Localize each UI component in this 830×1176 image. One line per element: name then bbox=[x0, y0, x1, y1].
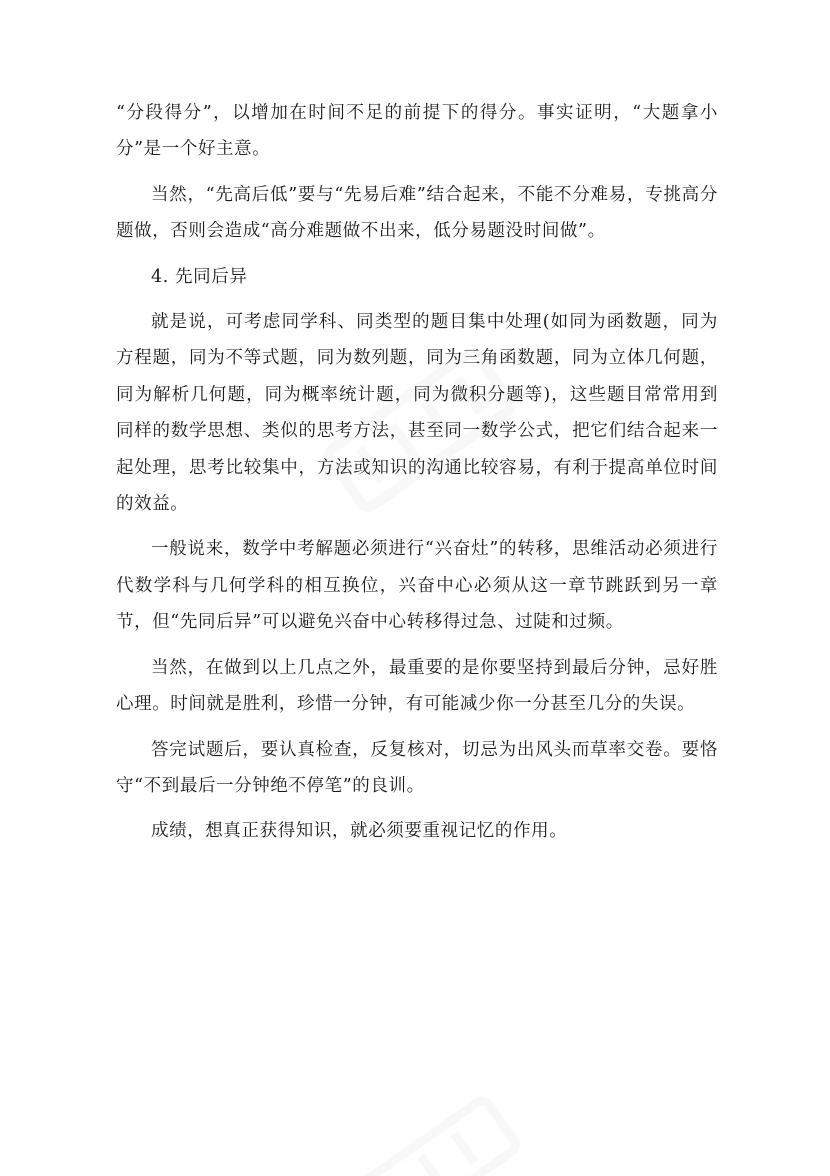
paragraph-continuation: “分段得分”，以增加在时间不足的前提下的得分。事实证明，“大题拿小分”是一个好主意。 bbox=[116, 103, 718, 160]
document-body bbox=[116, 95, 718, 859]
paragraph-same-first: 就是说，可考虑同学科、同类型的题目集中处理(如同为函数题，同为方程题，同为不等式题，同为数列题，同为三角函数题，同为立体几何题，同为解析几何题，同为概率统计题，同为微积分题等)，这些题目常常用到同样的数学思想、类似的思考方法，甚至同一数学公式，把它们结合起来一起处理，思考比较集中，方法或知识的沟通比较容易，有利于提高单位时间的效益。 bbox=[116, 312, 718, 515]
paragraph-high-low: 当然，“先高后低”要与“先易后难”结合起来，不能不分难易，专挑高分题做，否则会造成“高分难题做不出来，低分易题没时间做”。 bbox=[116, 184, 718, 242]
section-heading-4: 4. 先同后异 bbox=[151, 266, 248, 287]
paragraph-memory: 成绩，想真正获得知识，就必须要重视记忆的作用。 bbox=[151, 821, 568, 842]
paragraph-check-answers: 答完试题后，要认真检查，反复核对，切忌为出风头而草率交卷。要恪守“不到最后一分钟绝不停笔”的良训。 bbox=[116, 739, 718, 796]
paragraph-last-minute: 当然，在做到以上几点之外，最重要的是你要坚持到最后分钟，忌好胜心理。时间就是胜利，珍惜一分钟，有可能减少你一分甚至几分的失误。 bbox=[116, 657, 718, 715]
watermark-stamp-bottom-icon bbox=[330, 1080, 530, 1176]
paragraph-excitement-focus: 一般说来，数学中考解题必须进行“兴奋灶”的转移，思维活动必须进行代数学科与几何学科的相互换位，兴奋中心必须从这一章节跳跃到另一章节，但“先同后异”可以避免兴奋中心转移得过急、过陡和过频。 bbox=[116, 539, 718, 633]
